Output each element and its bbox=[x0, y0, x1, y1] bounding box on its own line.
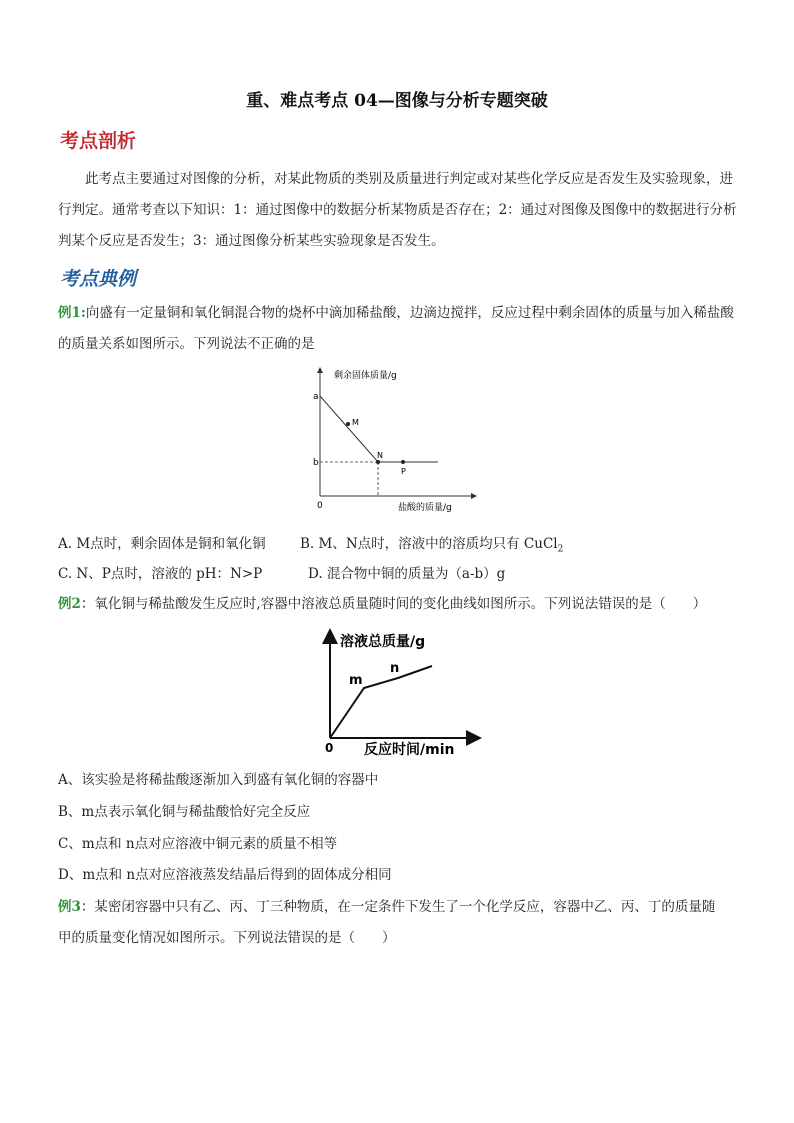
example1-point-m bbox=[346, 422, 350, 426]
example1-origin: 0 bbox=[317, 501, 323, 511]
page-title: 重、难点考点 04—图像与分析专题突破 bbox=[246, 91, 548, 111]
example1-label: 例1: bbox=[58, 305, 86, 321]
example2-text: 氧化铜与稀盐酸发生反应时,容器中溶液总质量随时间的变化曲线如图所示。下列说法错误的是（ ） bbox=[94, 596, 707, 612]
example2-option-c: C、m点和 n点对应溶液中铜元素的质量不相等 bbox=[58, 836, 338, 852]
example2-option-a: A、该实验是将稀盐酸逐渐加入到盛有氧化铜的容器中 bbox=[58, 772, 379, 788]
example1-option-b-text: B. M、N点时，溶液中的溶质均只有 CuCl bbox=[300, 536, 558, 552]
example3-question-line2: 甲的质量变化情况如图所示。下列说法错误的是（ ） bbox=[58, 930, 396, 946]
example2-option-b: B、m点表示氧化铜与稀盐酸恰好完全反应 bbox=[58, 804, 311, 820]
example1-label-a: a bbox=[313, 392, 319, 402]
example2-origin: 0 bbox=[325, 741, 334, 755]
example1-label-p: P bbox=[401, 467, 406, 476]
example1-label-n: N bbox=[377, 451, 383, 460]
example1-chart bbox=[300, 362, 490, 520]
example1-option-b bbox=[300, 532, 563, 555]
example2-chart bbox=[318, 624, 488, 760]
example2-curve bbox=[330, 666, 432, 738]
example1-option-b-sub: 2 bbox=[557, 544, 564, 555]
example3-label: 例3： bbox=[58, 899, 95, 915]
example1-text: 向盛有一定量铜和氧化铜混合物的烧杯中滴加稀盐酸，边滴边搅拌，反应过程中剩余固体的质量与加入稀盐酸的质量关系如图所示。下列说法不正确的是 bbox=[58, 305, 734, 352]
example2-question bbox=[58, 592, 706, 612]
example2-xlabel: 反应时间/min bbox=[364, 742, 455, 758]
example2-label-n: n bbox=[390, 661, 400, 676]
example1-question bbox=[58, 298, 738, 360]
example2-label-m: m bbox=[349, 673, 363, 688]
example1-label-b: b bbox=[313, 458, 319, 468]
section-heading-analysis: 考点剖析 bbox=[60, 130, 137, 152]
example1-option-a: A. M点时，剩余固体是铜和氧化铜 bbox=[58, 536, 266, 552]
section-heading-examples: 考点典例 bbox=[60, 268, 137, 290]
example2-option-d: D、m点和 n点对应溶液蒸发结晶后得到的固体成分相同 bbox=[58, 867, 392, 883]
example1-label-m: M bbox=[352, 418, 359, 427]
example1-ylabel: 剩余固体质量/g bbox=[334, 371, 397, 381]
example3-text-line1: 某密闭容器中只有乙、丙、丁三种物质，在一定条件下发生了一个化学反应，容器中乙、丙、丁的质量随 bbox=[94, 899, 716, 915]
example1-xlabel: 盐酸的质量/g bbox=[398, 503, 452, 513]
example1-point-n bbox=[376, 460, 380, 464]
example2-label: 例2： bbox=[58, 596, 95, 612]
example2-ylabel: 溶液总质量/g bbox=[340, 634, 426, 650]
example1-option-c: C. N、P点时，溶液的 pH：N>P bbox=[58, 566, 263, 582]
example1-point-p bbox=[401, 460, 405, 464]
example3-question-line1 bbox=[58, 895, 715, 915]
example1-option-d: D. 混合物中铜的质量为（a-b）g bbox=[308, 566, 506, 582]
intro-paragraph: 此考点主要通过对图像的分析，对某此物质的类别及质量进行判定或对某些化学反应是否发生及实验现象，进行判定。通常考查以下知识：1：通过图像中的数据分析某物质是否存在；2：通过对图像及图像中的数据进行分析判某个反应是否发生；3：通过图像分析某些实验现象是否发生。 bbox=[58, 171, 737, 249]
